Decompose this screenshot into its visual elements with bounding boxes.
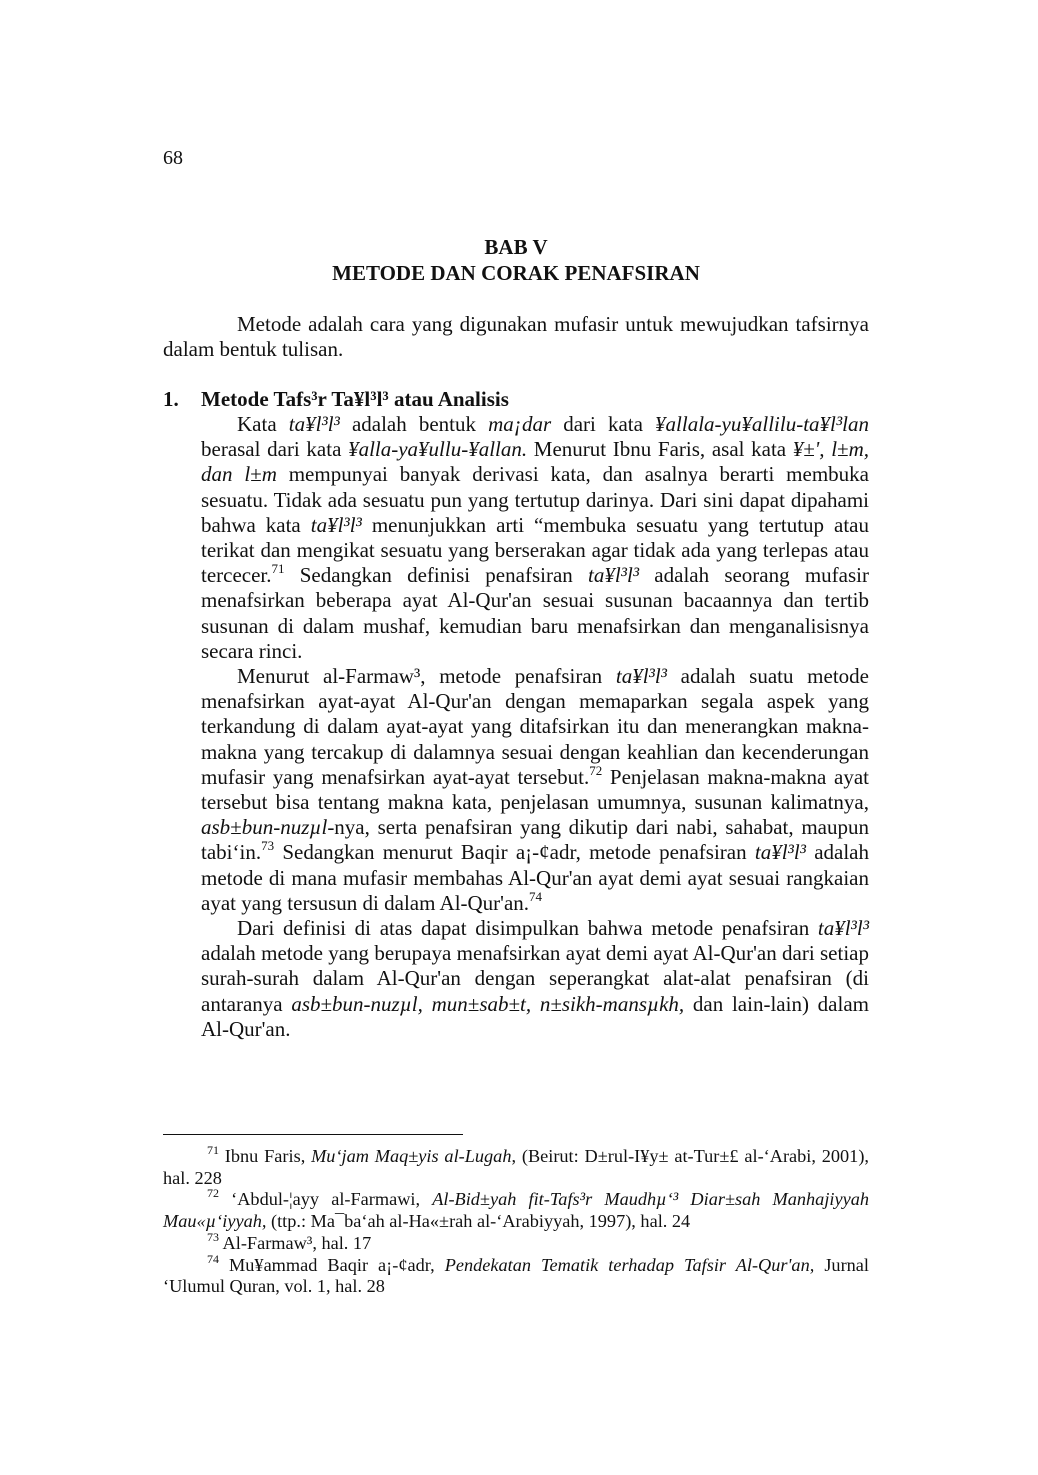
footnote-text: Ibnu Faris, xyxy=(219,1146,312,1166)
text-run: Menurut Ibnu Faris, asal kata xyxy=(527,437,793,462)
footnote-ref[interactable]: 72 xyxy=(589,762,603,778)
text-run: adalah seorang mufasir menafsirkan beberapa ayat Al-Qur'an sesuai susunan bacaannya dan tertib susunan di dalam mushaf, kemudian baru menafsirkan dan menganalisisnya secara rinci. xyxy=(201,563,869,663)
text-run: menunjukkan arti “membuka sesuatu yang tertutup atau terikat dan mengikat sesuatu yang berserakan agar tidak ada yang terlepas atau tercecer. xyxy=(201,512,869,588)
footnote-text: Mu¥ammad Baqir a¡-¢adr, xyxy=(219,1254,445,1275)
footnote-text: (ttp.: Ma¯ba‘ah al-Ha«±rah al-‘Arabiyyah, 1997), hal. 24 xyxy=(266,1211,691,1232)
footnotes xyxy=(163,1143,869,1298)
text-run: berasal dari kata xyxy=(201,437,349,462)
footnote-number: 74 xyxy=(207,1251,219,1266)
italic-term: asb±bun-nuzµl, mun±sab±t, n±sikh-mansµkh, xyxy=(291,991,685,1016)
italic-term: asb±bun-nuzµl xyxy=(201,815,328,840)
footnote-number: 71 xyxy=(207,1143,219,1157)
footnote-italic: Pendekatan Tematik terhadap Tafsir Al-Qur'an, xyxy=(444,1254,815,1275)
paragraph-3 xyxy=(201,916,869,1042)
footnote-72 xyxy=(163,1186,869,1232)
text-run: adalah metode yang berupaya menafsirkan ayat demi ayat Al-Qur'an dari setiap surah-surah dalam Al-Qur'an dengan seperangkat alat-alat penafsiran (di antaranya xyxy=(201,941,869,1016)
italic-term: ¥allala-yu¥allilu-ta¥l³lan xyxy=(655,412,869,436)
text-run: dan lain-lain) dalam Al-Qur'an. xyxy=(201,991,869,1041)
footnote-ref[interactable]: 74 xyxy=(529,888,543,904)
footnote-number: 73 xyxy=(207,1229,219,1244)
text-run: Dari definisi di atas dapat disimpulkan bahwa metode penafsiran xyxy=(237,916,818,941)
text-run: adalah metode di mana mufasir membahas Al-Qur'an ayat demi ayat sesuai rangkaian ayat yang tersusun di dalam Al-Qur'an. xyxy=(201,840,870,915)
italic-term: ta¥l³l³ xyxy=(310,512,362,537)
footnote-74 xyxy=(163,1251,869,1298)
footnote-number: 72 xyxy=(207,1186,219,1201)
text-run: Sedangkan definisi penafsiran xyxy=(284,563,588,588)
text-run: mempunyai banyak derivasi kata, dan asalnya berarti membuka sesuatu. Tidak ada sesuatu pun yang tertutup darinya. Dari sini dapat dipahami bahwa kata xyxy=(201,462,869,537)
italic-term: ta¥l³l³ xyxy=(754,840,806,865)
footnote-text: Jurnal ‘Ulumul Quran, vol. 1, hal. 28 xyxy=(163,1254,869,1297)
footnote-text: , (Beirut: D±rul-I¥y± at-Tur±£ al-‘Arabi, 2001), hal. 228 xyxy=(163,1146,869,1188)
section-title: Metode Tafs³r Ta¥l³l³ atau Analisis xyxy=(201,387,509,411)
chapter-title: METODE DAN CORAK PENAFSIRAN xyxy=(332,261,700,285)
italic-term: ¥±', l±m, dan l±m xyxy=(201,437,869,487)
paragraph-1 xyxy=(201,412,869,664)
section-body xyxy=(201,412,869,1042)
footnote-separator xyxy=(163,1134,463,1135)
italic-term: ta¥l³l³ xyxy=(615,664,667,689)
footnote-ref[interactable]: 73 xyxy=(261,838,275,854)
text-run: Penjelasan makna-makna ayat tersebut bisa tentang makna kata, penjelasan umumnya, susunan kalimatnya, xyxy=(201,764,869,815)
footnote-italic: Al-Bid±yah fit-Tafs³r Maudhµ‘³ Diar±sah Manhajiyyah Mau«µ‘iyyah, xyxy=(163,1189,869,1232)
paragraph-2 xyxy=(201,664,869,916)
text-run: dari kata xyxy=(551,412,656,436)
footnote-italic: Mu‘jam Maq±yis al-Lugah xyxy=(311,1146,512,1166)
text-run: Kata xyxy=(237,412,289,436)
italic-term: ta¥l³l³ xyxy=(288,412,340,436)
text-run: Sedangkan menurut Baqir a¡-¢adr, metode penafsiran xyxy=(274,840,755,865)
text-run: -nya, serta penafsiran yang dikutip dari nabi, sahabat, maupun tabi‘in. xyxy=(201,815,869,865)
footnote-ref[interactable]: 71 xyxy=(271,561,285,577)
section-number: 1. xyxy=(163,387,179,411)
italic-term: ma¡dar xyxy=(488,412,552,436)
footnote-text: ‘Abdul-¦ayy al-Farmawi, xyxy=(219,1189,433,1210)
footnote-text: Al-Farmaw³, hal. 17 xyxy=(219,1232,372,1253)
page-number: 68 xyxy=(163,147,183,169)
footnote-73 xyxy=(163,1229,869,1255)
italic-term: ta¥l³l³ xyxy=(587,563,640,588)
intro-paragraph: Metode adalah cara yang digunakan mufasir untuk mewujudkan tafsirnya dalam bentuk tulisan. xyxy=(163,312,869,362)
italic-term: ta¥l³l³ xyxy=(817,916,869,941)
section-heading xyxy=(163,387,509,412)
text-run: Menurut al-Farmaw³, metode penafsiran xyxy=(237,664,616,689)
italic-term: ¥alla-ya¥ullu-¥allan. xyxy=(348,437,528,462)
footnote-71 xyxy=(163,1143,869,1189)
text-run: adalah suatu metode menafsirkan ayat-ayat Al-Qur'an dengan memaparkan segala aspek yang terkandung di dalam ayat-ayat yang ditafsirkan itu dan menerangkan makna-makna yang tercakup di dalamnya sesuai dengan keahlian dan kecenderungan mufasir yang menafsirkan ayat-ayat tersebut. xyxy=(201,664,869,789)
text-run: adalah bentuk xyxy=(339,412,489,436)
chapter-label: BAB V xyxy=(484,235,548,259)
